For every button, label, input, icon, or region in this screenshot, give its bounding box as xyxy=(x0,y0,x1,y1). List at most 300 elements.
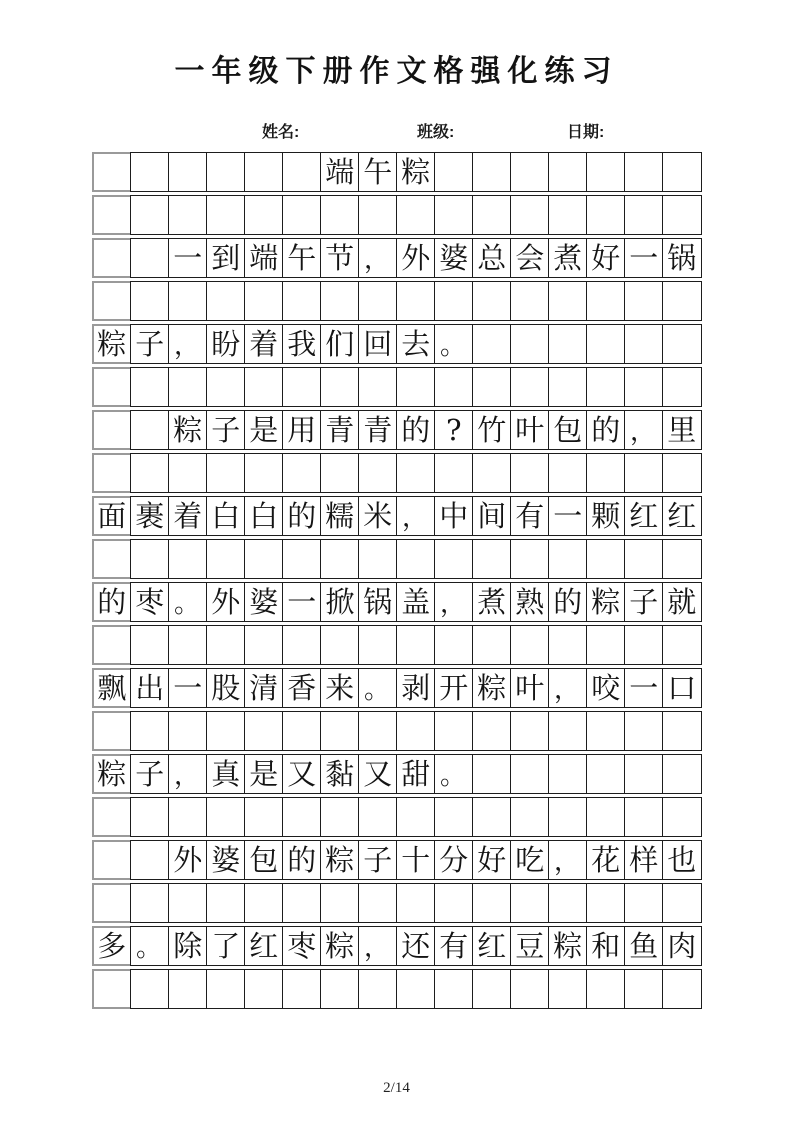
grid-row xyxy=(92,238,702,278)
grid-cell xyxy=(434,281,474,321)
grid-cell xyxy=(586,625,626,665)
grid-cell xyxy=(662,324,702,364)
grid-cell: 间 xyxy=(472,496,512,536)
grid-cell: 婆 xyxy=(244,582,284,622)
grid-cell xyxy=(92,840,132,880)
grid-cell: 除 xyxy=(168,926,208,966)
grid-cell xyxy=(168,539,208,579)
grid-cell: 子 xyxy=(206,410,246,450)
grid-cell xyxy=(624,711,664,751)
grid-cell: 锅 xyxy=(662,238,702,278)
grid-cell: ， xyxy=(624,410,664,450)
grid-cell xyxy=(206,797,246,837)
grid-cell: 端 xyxy=(244,238,284,278)
grid-cell xyxy=(434,883,474,923)
grid-cell: 真 xyxy=(206,754,246,794)
grid-cell xyxy=(168,797,208,837)
grid-cell: 。 xyxy=(130,926,170,966)
grid-cell xyxy=(168,281,208,321)
grid-cell: 青 xyxy=(358,410,398,450)
grid-cell xyxy=(130,195,170,235)
grid-cell xyxy=(168,969,208,1009)
grid-cell xyxy=(548,152,588,192)
grid-cell: 红 xyxy=(472,926,512,966)
grid-cell xyxy=(586,883,626,923)
grid-cell: 午 xyxy=(282,238,322,278)
grid-cell xyxy=(282,367,322,407)
grid-cell: 面 xyxy=(92,496,132,536)
grid-cell xyxy=(472,324,512,364)
grid-cell xyxy=(244,969,284,1009)
grid-cell xyxy=(624,625,664,665)
grid-row xyxy=(92,195,702,235)
grid-cell xyxy=(282,195,322,235)
grid-cell xyxy=(130,453,170,493)
grid-cell: 开 xyxy=(434,668,474,708)
grid-row xyxy=(92,582,702,622)
grid-cell: 到 xyxy=(206,238,246,278)
grid-cell xyxy=(510,324,550,364)
grid-cell: 多 xyxy=(92,926,132,966)
grid-cell xyxy=(92,367,132,407)
grid-cell: 煮 xyxy=(472,582,512,622)
grid-cell xyxy=(548,324,588,364)
grid-row xyxy=(92,969,702,1009)
grid-cell xyxy=(206,281,246,321)
grid-cell xyxy=(206,539,246,579)
grid-cell xyxy=(472,281,512,321)
grid-cell xyxy=(358,281,398,321)
grid-cell xyxy=(586,711,626,751)
grid-cell: ， xyxy=(168,324,208,364)
grid-cell xyxy=(396,883,436,923)
grid-cell: 外 xyxy=(396,238,436,278)
grid-cell: 叶 xyxy=(510,410,550,450)
grid-row xyxy=(92,668,702,708)
grid-cell xyxy=(244,625,284,665)
grid-cell: 锅 xyxy=(358,582,398,622)
grid-cell xyxy=(130,883,170,923)
grid-cell xyxy=(662,367,702,407)
grid-cell: 枣 xyxy=(282,926,322,966)
grid-cell xyxy=(358,883,398,923)
grid-cell: 回 xyxy=(358,324,398,364)
grid-cell xyxy=(624,754,664,794)
grid-cell xyxy=(472,625,512,665)
grid-cell xyxy=(434,367,474,407)
grid-row xyxy=(92,453,702,493)
grid-row xyxy=(92,797,702,837)
grid-cell: 的 xyxy=(282,840,322,880)
grid-cell xyxy=(586,539,626,579)
grid-cell xyxy=(510,195,550,235)
grid-cell xyxy=(358,969,398,1009)
grid-cell: 咬 xyxy=(586,668,626,708)
grid-cell: 。 xyxy=(358,668,398,708)
grid-cell xyxy=(624,797,664,837)
grid-cell: 甜 xyxy=(396,754,436,794)
grid-cell xyxy=(586,453,626,493)
grid-cell xyxy=(624,367,664,407)
grid-cell xyxy=(130,539,170,579)
grid-cell: 用 xyxy=(282,410,322,450)
grid-cell xyxy=(472,969,512,1009)
grid-cell xyxy=(396,797,436,837)
grid-cell xyxy=(282,281,322,321)
grid-row xyxy=(92,883,702,923)
grid-cell xyxy=(168,883,208,923)
grid-cell xyxy=(244,797,284,837)
grid-cell xyxy=(472,539,512,579)
grid-cell xyxy=(282,969,322,1009)
grid-cell xyxy=(510,711,550,751)
grid-cell xyxy=(92,410,132,450)
grid-cell xyxy=(472,711,512,751)
grid-row xyxy=(92,625,702,665)
grid-cell xyxy=(662,754,702,794)
grid-cell: 黏 xyxy=(320,754,360,794)
grid-cell xyxy=(206,195,246,235)
grid-cell xyxy=(510,539,550,579)
grid-cell xyxy=(510,969,550,1009)
grid-cell xyxy=(472,453,512,493)
grid-cell xyxy=(358,453,398,493)
grid-cell xyxy=(434,625,474,665)
grid-cell xyxy=(624,539,664,579)
grid-cell xyxy=(320,969,360,1009)
grid-cell: 一 xyxy=(168,238,208,278)
grid-cell: 枣 xyxy=(130,582,170,622)
grid-cell xyxy=(130,281,170,321)
grid-cell xyxy=(320,453,360,493)
grid-cell xyxy=(396,539,436,579)
grid-cell: 子 xyxy=(624,582,664,622)
date-field-label: 日期: xyxy=(567,124,605,141)
grid-cell xyxy=(586,324,626,364)
grid-cell: 粽 xyxy=(586,582,626,622)
grid-cell xyxy=(168,367,208,407)
grid-cell: ， xyxy=(396,496,436,536)
grid-cell xyxy=(624,195,664,235)
grid-cell xyxy=(282,539,322,579)
grid-cell: 有 xyxy=(434,926,474,966)
grid-cell: 粽 xyxy=(320,926,360,966)
grid-cell: 肉 xyxy=(662,926,702,966)
grid-cell xyxy=(282,711,322,751)
grid-cell xyxy=(434,152,474,192)
grid-cell: 十 xyxy=(396,840,436,880)
grid-cell: 好 xyxy=(586,238,626,278)
grid-cell xyxy=(320,883,360,923)
grid-cell xyxy=(282,797,322,837)
grid-cell xyxy=(548,281,588,321)
grid-cell xyxy=(624,324,664,364)
grid-cell: 。 xyxy=(434,324,474,364)
grid-cell xyxy=(320,625,360,665)
grid-cell xyxy=(662,883,702,923)
grid-cell: 又 xyxy=(282,754,322,794)
grid-cell: 飘 xyxy=(92,668,132,708)
grid-cell xyxy=(244,883,284,923)
grid-cell xyxy=(130,238,170,278)
grid-cell xyxy=(168,453,208,493)
grid-cell xyxy=(320,539,360,579)
grid-cell: 会 xyxy=(510,238,550,278)
grid-cell: 样 xyxy=(624,840,664,880)
grid-cell: 糯 xyxy=(320,496,360,536)
grid-row xyxy=(92,281,702,321)
grid-cell xyxy=(168,195,208,235)
grid-cell xyxy=(206,711,246,751)
grid-cell xyxy=(92,453,132,493)
grid-cell: 着 xyxy=(168,496,208,536)
grid-cell xyxy=(434,195,474,235)
grid-cell xyxy=(624,281,664,321)
grid-cell xyxy=(472,797,512,837)
grid-cell xyxy=(548,797,588,837)
grid-cell xyxy=(358,195,398,235)
grid-cell xyxy=(244,539,284,579)
grid-cell xyxy=(548,539,588,579)
grid-cell xyxy=(206,625,246,665)
grid-cell: ， xyxy=(358,926,398,966)
grid-cell: 是 xyxy=(244,754,284,794)
grid-cell: ， xyxy=(548,668,588,708)
grid-row xyxy=(92,410,702,450)
grid-cell: 包 xyxy=(244,840,284,880)
grid-cell xyxy=(282,152,322,192)
grid-cell xyxy=(244,453,284,493)
grid-cell xyxy=(130,367,170,407)
grid-cell xyxy=(320,711,360,751)
grid-cell: 我 xyxy=(282,324,322,364)
grid-cell: 是 xyxy=(244,410,284,450)
grid-cell xyxy=(396,711,436,751)
grid-cell xyxy=(624,969,664,1009)
grid-row xyxy=(92,367,702,407)
grid-cell xyxy=(358,711,398,751)
grid-row xyxy=(92,539,702,579)
grid-cell: 白 xyxy=(206,496,246,536)
grid-cell xyxy=(548,453,588,493)
grid-cell: 又 xyxy=(358,754,398,794)
grid-cell: 的 xyxy=(548,582,588,622)
grid-cell: 红 xyxy=(662,496,702,536)
grid-cell xyxy=(396,453,436,493)
grid-cell: 一 xyxy=(282,582,322,622)
grid-row xyxy=(92,324,702,364)
grid-cell: 白 xyxy=(244,496,284,536)
class-field-label: 班级: xyxy=(417,124,455,141)
grid-cell: 口 xyxy=(662,668,702,708)
grid-cell: 了 xyxy=(206,926,246,966)
grid-cell: ， xyxy=(548,840,588,880)
grid-row xyxy=(92,926,702,966)
grid-cell: 里 xyxy=(662,410,702,450)
page-title: 一年级下册作文格强化练习 xyxy=(174,54,619,89)
grid-row xyxy=(92,754,702,794)
grid-cell: 的 xyxy=(396,410,436,450)
grid-cell xyxy=(662,711,702,751)
grid-cell: 包 xyxy=(548,410,588,450)
grid-cell xyxy=(168,625,208,665)
grid-cell xyxy=(586,152,626,192)
grid-cell xyxy=(548,754,588,794)
grid-cell xyxy=(396,281,436,321)
grid-cell: 煮 xyxy=(548,238,588,278)
grid-cell xyxy=(92,797,132,837)
grid-cell: 香 xyxy=(282,668,322,708)
grid-cell: 。 xyxy=(434,754,474,794)
grid-cell: 花 xyxy=(586,840,626,880)
grid-cell: 中 xyxy=(434,496,474,536)
grid-cell: 粽 xyxy=(548,926,588,966)
grid-cell: 剥 xyxy=(396,668,436,708)
grid-cell xyxy=(586,367,626,407)
grid-cell xyxy=(510,883,550,923)
grid-cell xyxy=(662,453,702,493)
grid-cell xyxy=(434,711,474,751)
grid-cell xyxy=(130,625,170,665)
grid-cell: 还 xyxy=(396,926,436,966)
page-number: 2/14 xyxy=(383,1080,410,1096)
grid-cell: 子 xyxy=(130,754,170,794)
grid-cell xyxy=(320,281,360,321)
grid-cell: 好 xyxy=(472,840,512,880)
grid-cell: 午 xyxy=(358,152,398,192)
grid-cell xyxy=(244,711,284,751)
grid-cell: 总 xyxy=(472,238,512,278)
grid-cell xyxy=(130,410,170,450)
name-field-label: 姓名: xyxy=(262,124,300,141)
grid-cell xyxy=(130,152,170,192)
grid-cell: 子 xyxy=(358,840,398,880)
grid-cell: 来 xyxy=(320,668,360,708)
grid-cell: 青 xyxy=(320,410,360,450)
grid-cell xyxy=(548,625,588,665)
grid-cell: ， xyxy=(358,238,398,278)
grid-cell: 端 xyxy=(320,152,360,192)
grid-cell xyxy=(510,152,550,192)
grid-row xyxy=(92,711,702,751)
grid-cell xyxy=(206,453,246,493)
grid-cell xyxy=(472,367,512,407)
grid-cell xyxy=(510,797,550,837)
grid-cell: 粽 xyxy=(92,754,132,794)
grid-cell xyxy=(662,281,702,321)
grid-cell xyxy=(434,797,474,837)
grid-cell xyxy=(282,453,322,493)
grid-cell xyxy=(472,754,512,794)
grid-cell xyxy=(472,883,512,923)
grid-cell: 的 xyxy=(92,582,132,622)
grid-cell: 婆 xyxy=(206,840,246,880)
grid-cell: 外 xyxy=(206,582,246,622)
grid-cell xyxy=(358,625,398,665)
grid-cell: 分 xyxy=(434,840,474,880)
grid-cell xyxy=(244,152,284,192)
grid-cell xyxy=(396,367,436,407)
grid-cell xyxy=(662,969,702,1009)
grid-cell xyxy=(472,195,512,235)
grid-cell: 豆 xyxy=(510,926,550,966)
grid-cell xyxy=(92,969,132,1009)
grid-cell: 粽 xyxy=(168,410,208,450)
grid-cell xyxy=(206,969,246,1009)
grid-cell xyxy=(586,195,626,235)
grid-cell: 颗 xyxy=(586,496,626,536)
grid-cell: 掀 xyxy=(320,582,360,622)
grid-cell xyxy=(510,453,550,493)
grid-cell xyxy=(510,281,550,321)
grid-cell: 一 xyxy=(168,668,208,708)
grid-cell xyxy=(396,969,436,1009)
grid-cell xyxy=(206,152,246,192)
grid-cell xyxy=(92,625,132,665)
grid-cell: 去 xyxy=(396,324,436,364)
grid-cell: 裹 xyxy=(130,496,170,536)
grid-cell xyxy=(358,367,398,407)
grid-cell: 和 xyxy=(586,926,626,966)
grid-row xyxy=(92,840,702,880)
grid-cell: ， xyxy=(434,582,474,622)
grid-cell xyxy=(206,883,246,923)
grid-cell xyxy=(92,711,132,751)
grid-cell xyxy=(662,797,702,837)
grid-cell xyxy=(396,625,436,665)
grid-cell xyxy=(244,195,284,235)
grid-cell: 也 xyxy=(662,840,702,880)
grid-cell xyxy=(662,195,702,235)
grid-cell xyxy=(434,453,474,493)
grid-row xyxy=(92,152,702,192)
grid-cell: 股 xyxy=(206,668,246,708)
grid-cell xyxy=(206,367,246,407)
grid-cell: 婆 xyxy=(434,238,474,278)
composition-grid xyxy=(92,152,702,1012)
grid-cell xyxy=(244,281,284,321)
grid-cell xyxy=(130,797,170,837)
grid-cell xyxy=(320,195,360,235)
grid-cell: 们 xyxy=(320,324,360,364)
grid-cell xyxy=(358,797,398,837)
grid-cell xyxy=(510,754,550,794)
grid-cell xyxy=(92,281,132,321)
grid-cell: 一 xyxy=(624,238,664,278)
grid-cell xyxy=(130,969,170,1009)
grid-cell xyxy=(92,195,132,235)
grid-cell xyxy=(92,152,132,192)
grid-cell xyxy=(92,539,132,579)
grid-cell: 外 xyxy=(168,840,208,880)
grid-cell: 有 xyxy=(510,496,550,536)
grid-cell: 竹 xyxy=(472,410,512,450)
grid-cell: 红 xyxy=(244,926,284,966)
grid-cell xyxy=(130,840,170,880)
grid-cell: 粽 xyxy=(320,840,360,880)
grid-cell xyxy=(282,625,322,665)
grid-cell: 粽 xyxy=(92,324,132,364)
grid-cell xyxy=(168,711,208,751)
grid-cell: 吃 xyxy=(510,840,550,880)
grid-cell: 叶 xyxy=(510,668,550,708)
grid-cell: 盖 xyxy=(396,582,436,622)
grid-cell: 。 xyxy=(168,582,208,622)
grid-cell xyxy=(282,883,322,923)
grid-cell: 米 xyxy=(358,496,398,536)
grid-cell xyxy=(358,539,398,579)
grid-cell xyxy=(624,453,664,493)
